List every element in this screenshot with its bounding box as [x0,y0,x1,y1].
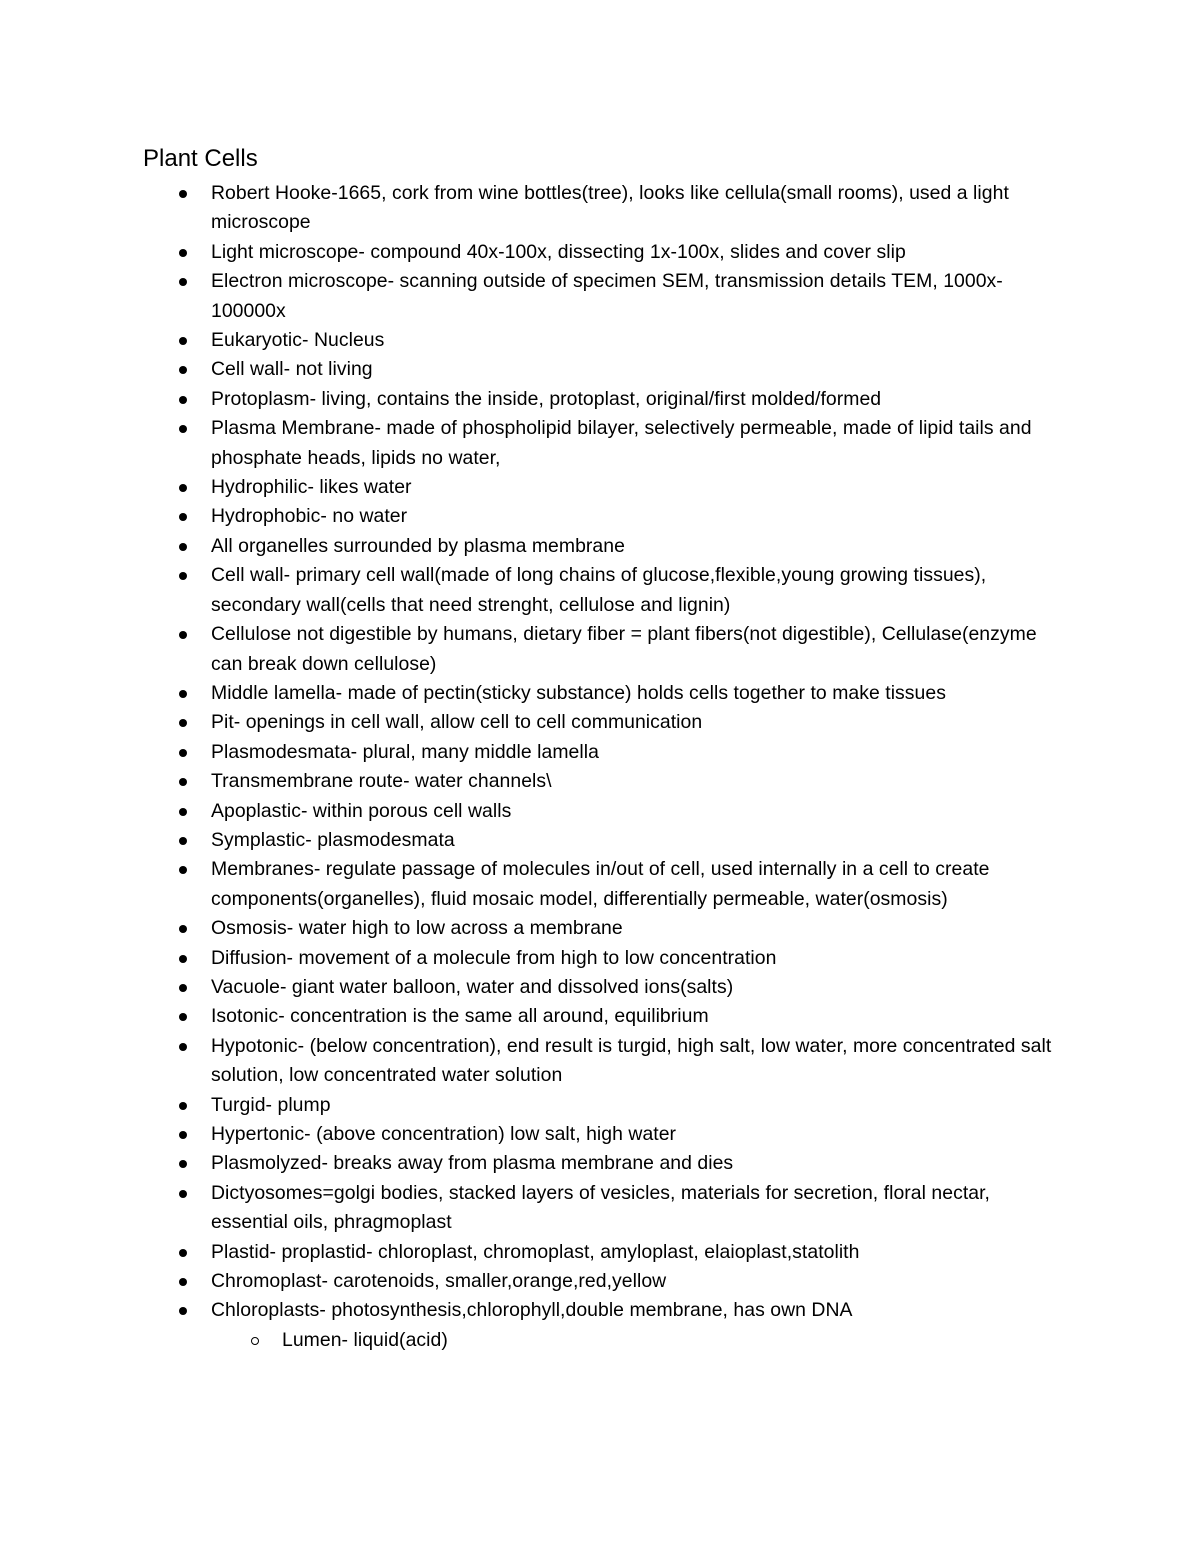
list-item [211,1267,1071,1296]
list-item-text: Eukaryotic- Nucleus [211,329,385,352]
list-item [211,326,1071,355]
bullet-icon [179,955,187,963]
page-title: Plant Cells [143,145,258,172]
list-item [211,502,1071,531]
bullet-icon [179,513,187,521]
list-item [211,1091,1071,1120]
list-item-text: Chloroplasts- photosynthesis,chlorophyll,double membrane, has own DNA [211,1299,853,1322]
list-item [211,1002,1071,1031]
list-item-text: Hydrophobic- no water [211,505,408,528]
list-item [211,238,1071,267]
bullet-icon [179,866,187,874]
list-item-text: Hypertonic- (above concentration) low salt, high water [211,1123,677,1145]
list-item [211,826,1071,855]
sub-list-item [282,1326,1071,1355]
list-item-text: Symplastic- plasmodesmata [211,828,455,851]
bullet-icon [179,1278,187,1286]
list-item [211,267,1071,326]
list-item-text: Membranes- regulate passage of molecules in/out of cell, used internally in a cell to create components(organelles), fluid mosaic model, differentially permeable, water(osmosis) [211,858,990,910]
sub-list [211,1326,1071,1355]
bullet-icon [179,1190,187,1198]
bullet-icon [179,690,187,698]
bullet-icon [179,337,187,345]
bullet-icon [179,1160,187,1168]
list-item [211,355,1071,384]
list-item-text: Cell wall- primary cell wall(made of long chains of glucose,flexible,young growing tissues), secondary wall(cells that need strenght, cellulose and lignin) [211,564,987,616]
list-item-text: Plasmolyzed- breaks away from plasma membrane and dies [211,1152,734,1175]
list-item [211,1120,1071,1149]
list-item-text: Cell wall- not living [211,358,373,381]
bullet-icon [179,1102,187,1110]
list-item [211,855,1071,914]
list-item [211,973,1071,1002]
list-item [211,679,1071,708]
list-item [211,414,1071,473]
list-item [211,708,1071,737]
bullet-icon [179,1307,187,1315]
list-item-text: Plasmodesmata- plural, many middle lamella [211,740,599,763]
list-item [211,797,1071,826]
list-item-text: Middle lamella- made of pectin(sticky substance) holds cells together to make tissues [211,681,946,704]
bullet-icon [179,1013,187,1021]
list-item [211,620,1071,679]
bullet-icon [179,808,187,816]
bullet-icon [179,484,187,492]
bullet-icon [179,1249,187,1257]
bullet-icon [179,278,187,286]
list-item [211,1296,1071,1325]
list-item-text: Vacuole- giant water balloon, water and dissolved ions(salts) [211,975,734,998]
list-item-text: Diffusion- movement of a molecule from high to low concentration [211,946,777,969]
list-item [211,767,1071,796]
list-item [211,1238,1071,1267]
bullet-icon [179,749,187,757]
bullet-icon [179,1131,187,1139]
list-item [211,738,1071,767]
bullet-icon [179,778,187,786]
list-item-text: Light microscope- compound 40x-100x, dissecting 1x-100x, slides and cover slip [211,240,906,263]
list-item [211,944,1071,973]
sub-list-item-text: Lumen- liquid(acid) [282,1328,448,1351]
bullet-icon [179,631,187,639]
list-item [211,385,1071,414]
list-item [211,914,1071,943]
list-item-text: Hypotonic- (below concentration), end result is turgid, high salt, low water, more concentrated salt solution, low concentrated water solution [211,1034,1052,1087]
hollow-bullet-icon [251,1337,259,1345]
list-item [211,1032,1071,1091]
bullet-icon [179,837,187,845]
list-item [211,532,1071,561]
list-item [211,179,1071,238]
list-item-text: Transmembrane route- water channels\ [211,770,552,793]
bullet-icon [179,543,187,551]
list-item [211,473,1071,502]
bullet-icon [179,572,187,580]
list-item-text: Plastid- proplastid- chloroplast, chromoplast, amyloplast, elaioplast,statolith [211,1240,860,1263]
list-item [211,1179,1071,1238]
bullet-icon [179,1043,187,1051]
list-item-text: Electron microscope- scanning outside of specimen SEM, transmission details TEM, 1000x-100000x [211,270,1003,322]
bullet-icon [179,190,187,198]
list-item-text: Chromoplast- carotenoids, smaller,orange,red,yellow [211,1270,667,1293]
bullet-icon [179,984,187,992]
list-item-text: Protoplasm- living, contains the inside, protoplast, original/first molded/formed [211,387,882,410]
list-item-text: Robert Hooke-1665, cork from wine bottles(tree), looks like cellula(small rooms), used a light microscope [211,182,1009,234]
list-item-text: Plasma Membrane- made of phospholipid bilayer, selectively permeable, made of lipid tails and phosphate heads, lipids no water, [211,417,1032,469]
list-item-text: Pit- openings in cell wall, allow cell to cell communication [211,711,703,734]
list-item-text: Isotonic- concentration is the same all around, equilibrium [211,1005,709,1028]
list-item-text: Osmosis- water high to low across a membrane [211,917,623,940]
list-item [211,1149,1071,1178]
bullet-icon [179,366,187,374]
list-item [211,561,1071,620]
bullet-icon [179,719,187,727]
bullet-icon [179,425,187,433]
bullet-icon [179,396,187,404]
list-item-text: Apoplastic- within porous cell walls [211,799,512,822]
list-item-text: Hydrophilic- likes water [211,476,412,499]
list-item-text: Dictyosomes=golgi bodies, stacked layers of vesicles, materials for secretion, floral nectar, essential oils, phragmoplast [211,1181,990,1234]
notes-list [211,179,1071,1355]
bullet-icon [179,249,187,257]
list-item-text: Turgid- plump [211,1093,331,1116]
bullet-icon [179,925,187,933]
list-item-text: All organelles surrounded by plasma membrane [211,534,625,557]
list-item-text: Cellulose not digestible by humans, dietary fiber = plant fibers(not digestible), Cellulase(enzyme can break down cellulose) [211,623,1037,675]
